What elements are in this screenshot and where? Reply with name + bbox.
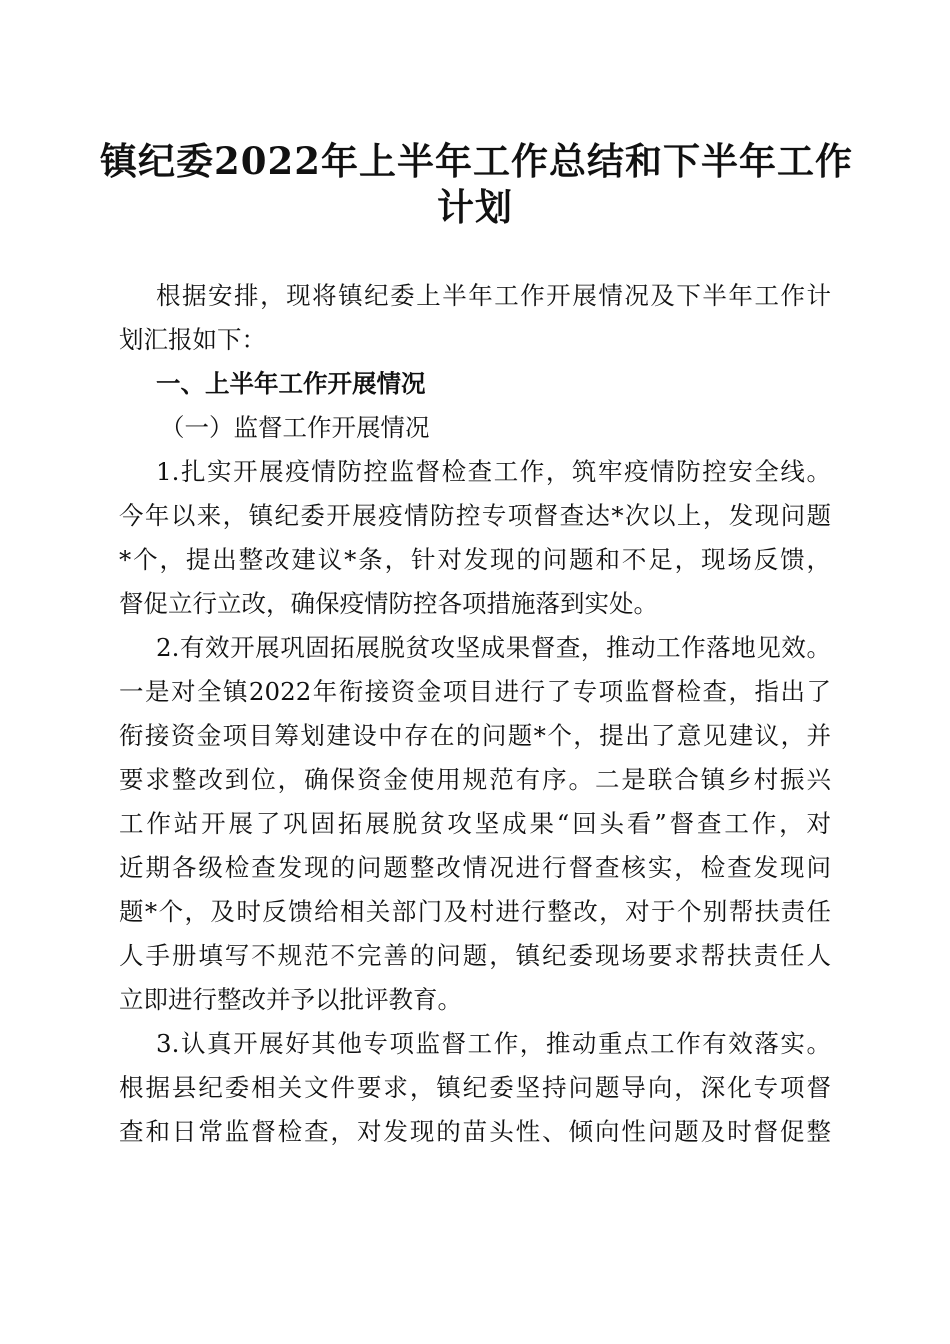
paragraph-line: 近期各级检查发现的问题整改情况进行督查核实，检查发现问	[119, 853, 831, 882]
paragraph-line: 一是对全镇2022年衔接资金项目进行了专项监督检查，指出了	[119, 677, 831, 706]
paragraph-line: 工作站开展了巩固拓展脱贫攻坚成果“回头看”督查工作，对	[119, 809, 831, 838]
intro-paragraph-line: 划汇报如下：	[119, 325, 266, 354]
paragraph-line: *个，提出整改建议*条，针对发现的问题和不足，现场反馈，	[119, 545, 831, 574]
paragraph-line: 2.有效开展巩固拓展脱贫攻坚成果督查，推动工作落地见效。	[156, 633, 831, 662]
intro-paragraph-line: 根据安排，现将镇纪委上半年工作开展情况及下半年工作计	[156, 281, 831, 310]
paragraph-line: 今年以来，镇纪委开展疫情防控专项督查达*次以上，发现问题	[119, 501, 831, 530]
paragraph-line: 立即进行整改并予以批评教育。	[119, 985, 462, 1014]
paragraph-line: 要求整改到位，确保资金使用规范有序。二是联合镇乡村振兴	[119, 765, 831, 794]
paragraph-line: 根据县纪委相关文件要求，镇纪委坚持问题导向，深化专项督	[119, 1073, 831, 1102]
document-title-line-1: 镇纪委2022年上半年工作总结和下半年工作	[100, 139, 853, 183]
paragraph-line: 人手册填写不规范不完善的问题，镇纪委现场要求帮扶责任人	[119, 941, 831, 970]
subsection-heading: （一）监督工作开展情况	[160, 413, 430, 442]
paragraph-line: 督促立行立改，确保疫情防控各项措施落到实处。	[119, 589, 658, 618]
document-title-line-2: 计划	[437, 185, 513, 229]
paragraph-line: 1.扎实开展疫情防控监督检查工作，筑牢疫情防控安全线。	[156, 457, 831, 486]
paragraph-line: 衔接资金项目筹划建设中存在的问题*个，提出了意见建议，并	[119, 721, 831, 750]
paragraph-line: 查和日常监督检查，对发现的苗头性、倾向性问题及时督促整	[119, 1117, 831, 1146]
section-heading: 一、上半年工作开展情况	[156, 369, 426, 398]
paragraph-line: 题*个，及时反馈给相关部门及村进行整改，对于个别帮扶责任	[119, 897, 831, 926]
paragraph-line: 3.认真开展好其他专项监督工作，推动重点工作有效落实。	[156, 1029, 831, 1058]
